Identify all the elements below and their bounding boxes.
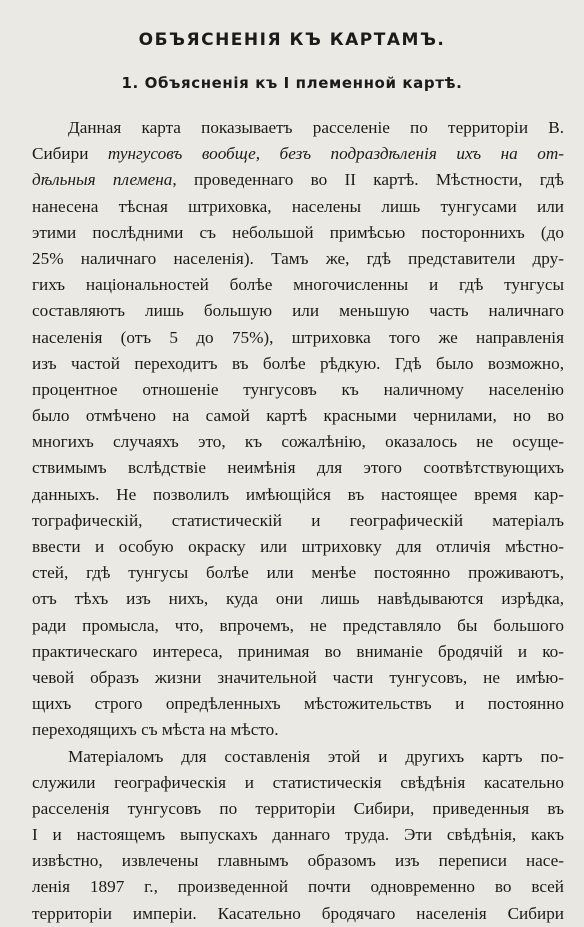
text-line (32, 639, 564, 665)
text-segment: ленія 1897 г., произведенной почти одновременно во всей (32, 877, 564, 897)
text-segment: Сибири (32, 144, 108, 164)
paragraph (32, 744, 564, 927)
text-line (32, 246, 564, 272)
text-segment: территоріи имперіи. Касательно бродячаго населенія Сибири (32, 903, 564, 923)
text-segment: нанесена тѣсная штриховка, населены лишь тунгусами или (32, 196, 564, 216)
text-segment: ствимымъ вслѣдствіе неимѣнія для этого соотвѣтствующихъ (32, 458, 564, 478)
text-segment: отъ тѣхъ изъ нихъ, куда они лишь навѣдываются изрѣдка, (32, 589, 564, 609)
text-segment: изъ частой переходитъ въ болѣе рѣдкую. Гдѣ было возможно, (32, 353, 564, 373)
text-line (32, 848, 564, 874)
section-title: ОБЪЯСНЕНІЯ КЪ КАРТАМЪ. (138, 30, 446, 50)
text-segment: переходящихъ съ мѣста на мѣсто. (32, 720, 279, 740)
text-line (32, 508, 564, 534)
text-line (32, 560, 564, 586)
text-segment: I и настоящемъ выпускахъ даннаго труда. Эти свѣдѣнія, какъ (32, 825, 564, 845)
text-segment: Данная карта показываетъ расселеніе по территоріи В. (68, 118, 564, 137)
text-line (32, 770, 564, 796)
text-segment: этими послѣдними съ небольшой примѣсью постороннихъ (до (32, 222, 564, 242)
text-segment: данныхъ. Не позволилъ имѣющійся въ настоящее время кар- (32, 484, 564, 504)
body-text (32, 115, 564, 927)
text-line (32, 167, 564, 193)
text-segment: процентное отношеніе тунгусовъ къ наличному населенію (32, 379, 564, 399)
text-segment: многихъ случаяхъ это, къ сожалѣнію, оказалось не осуще- (32, 432, 564, 452)
text-segment: ради промысла, что, впрочемъ, не представляло бы большого (32, 615, 564, 635)
text-segment: Матеріаломъ для составленія этой и другихъ картъ по- (68, 746, 564, 766)
text-line (32, 901, 564, 927)
text-line (32, 874, 564, 900)
text-segment: щихъ строго опредѣленныхъ мѣстожительствъ и постоянно (32, 694, 564, 714)
text-line (32, 377, 564, 403)
text-line (32, 194, 564, 220)
text-line (32, 796, 564, 822)
italic-text: дѣльныя племена (32, 170, 173, 190)
text-segment: ввести и особую окраску или штриховку для отличія мѣстно- (32, 537, 564, 556)
text-segment: было отмѣчено на самой картѣ красными чернилами, но во (32, 406, 564, 426)
text-segment: 25% наличнаго населенія). Тамъ же, гдѣ представители дру- (32, 248, 564, 268)
text-line (32, 613, 564, 639)
text-line (32, 665, 564, 691)
text-segment: тографическій, статистическій и географическій матеріалъ (32, 510, 564, 530)
text-line (32, 403, 564, 429)
text-segment: стей, гдѣ тунгусы болѣе или менѣе постоянно проживаютъ, (32, 563, 564, 583)
text-line (32, 351, 564, 377)
text-line (32, 272, 564, 298)
text-segment: населенія (отъ 5 до 75%), штриховка того же направленія (32, 327, 564, 347)
text-line (32, 141, 564, 167)
text-line (32, 691, 564, 717)
text-segment: расселенія тунгусовъ по территоріи Сибири, приведенныя въ (32, 798, 564, 818)
text-segment: чевой образъ жизни значительной части тунгусовъ, не имѣю- (32, 667, 564, 687)
text-segment: гихъ національностей болѣе многочисленны и гдѣ тунгусы (32, 275, 564, 295)
text-segment: практическаго интереса, принимая во вниманіе бродячій и ко- (32, 641, 564, 661)
text-line (32, 482, 564, 508)
text-line (32, 455, 564, 481)
text-line (32, 586, 564, 612)
text-line (32, 325, 564, 351)
text-segment: , проведеннаго во II картѣ. Мѣстности, гдѣ (172, 170, 564, 190)
text-line (32, 744, 564, 770)
paragraph (32, 115, 564, 744)
text-line (32, 717, 564, 743)
text-line (32, 298, 564, 324)
text-segment: извѣстно, извлечены главнымъ образомъ изъ переписи насе- (32, 851, 564, 871)
text-line (32, 220, 564, 246)
text-segment: составляютъ лишь большую или меньшую часть наличнаго (32, 301, 564, 321)
text-segment: служили географическія и статистическія свѣдѣнія касательно (32, 772, 564, 792)
italic-text: тунгусовъ вообще, безъ подраздѣленія ихъ на от- (107, 144, 564, 164)
text-line (32, 115, 564, 141)
text-line (32, 534, 564, 560)
text-line (32, 429, 564, 455)
text-line (32, 822, 564, 848)
subtitle: 1. Объясненія къ I племенной картѣ. (121, 74, 463, 92)
